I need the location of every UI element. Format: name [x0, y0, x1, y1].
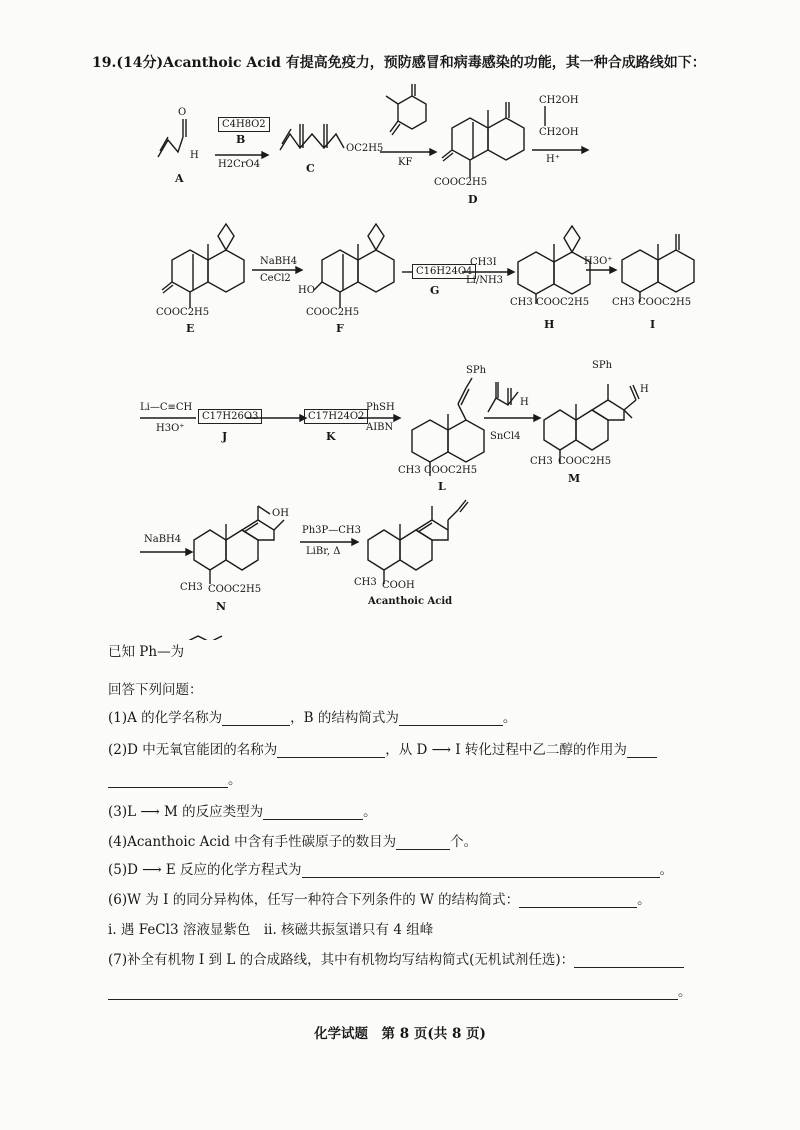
reagent-ylide: Ph3P—CH3 — [302, 525, 361, 536]
text-h-ester: COOC2H5 — [536, 297, 590, 308]
reagent-h-plus: H⁺ — [546, 154, 560, 165]
q7-end: 。 — [678, 984, 692, 1000]
q1-end: 。 — [502, 710, 517, 726]
label-d: D — [468, 193, 478, 206]
text-i-methyl: CH3 — [612, 297, 635, 308]
q4-end: 个。 — [450, 834, 478, 850]
label-e: E — [186, 322, 195, 335]
q4-text-a: (4)Acanthoic Acid 中含有手性碳原子的数目为 — [108, 834, 397, 850]
text-n-methyl: CH3 — [180, 582, 203, 593]
q2-end: 。 — [228, 772, 242, 788]
question-1 — [108, 706, 516, 726]
question-2 — [108, 738, 657, 758]
text-final-methyl: CH3 — [354, 577, 377, 588]
q3-blank[interactable] — [263, 819, 363, 820]
known-ph: 已知 Ph—为 — [108, 644, 185, 660]
reagent-j-formula-box: C17H26O3 — [198, 409, 262, 424]
label-m: M — [568, 472, 581, 485]
label-acanthoic-acid: Acanthoic Acid — [368, 596, 453, 607]
text-oc2h5: OC2H5 — [346, 143, 384, 154]
q2-blank-c[interactable] — [108, 787, 228, 788]
label-a: A — [175, 172, 184, 185]
text-n-oh: OH — [272, 508, 289, 519]
label-g: G — [430, 284, 440, 297]
text-ho: HO — [298, 285, 315, 296]
q1-text-a: (1)A 的化学名称为 — [108, 710, 223, 726]
reagent-nabh4-2: NaBH4 — [144, 534, 182, 545]
text-m-ester: COOC2H5 — [558, 456, 612, 467]
reagent-cecl2: CeCl2 — [260, 273, 291, 284]
q2-text-b: ，从 D ⟶ I 转化过程中乙二醇的作用为 — [385, 742, 627, 758]
acanthoic-acid-structure — [368, 500, 468, 584]
answer-prompt: 回答下列问题： — [108, 682, 203, 698]
question-7 — [108, 948, 684, 968]
reagent-nabh4: NaBH4 — [260, 256, 298, 267]
q1-blank-a[interactable] — [222, 725, 290, 726]
text-m-h: H — [640, 384, 649, 395]
text-f-ester: COOC2H5 — [306, 307, 360, 318]
q4-blank[interactable] — [396, 849, 450, 850]
text-l-ester: COOC2H5 — [424, 465, 478, 476]
reagent-phsh: PhSH — [366, 402, 395, 413]
text-d-ester: COOC2H5 — [434, 177, 488, 188]
reagent-b-formula-box: C4H8O2 — [218, 117, 270, 132]
q7-blank-a[interactable] — [574, 967, 684, 968]
q5-end: 。 — [659, 862, 674, 878]
reagent-g-formula-box: C16H24O4 — [412, 264, 476, 279]
q7-blank-b[interactable] — [108, 999, 678, 1000]
text-m-sph: SPh — [592, 360, 613, 371]
reagent-h3o-2: H3O⁺ — [156, 423, 185, 434]
question-6-conditions: i. 遇 FeCl3 溶液显紫色 ii. 核磁共振氢谱只有 4 组峰 — [108, 922, 434, 938]
label-i: I — [650, 318, 656, 331]
q6-end: 。 — [637, 892, 651, 908]
q5-text-a: (5)D ⟶ E 反应的化学方程式为 — [108, 862, 302, 878]
label-j: J — [222, 430, 228, 443]
text-e-ester: COOC2H5 — [156, 307, 210, 318]
compound-i-structure — [622, 234, 694, 302]
q1-text-b: ，B 的结构简式为 — [290, 710, 399, 726]
compound-n-structure — [194, 506, 284, 584]
compound-h-structure — [518, 226, 590, 304]
label-b: B — [236, 133, 246, 146]
label-f: F — [336, 322, 344, 335]
label-k: K — [326, 430, 336, 443]
text-h: H — [190, 150, 199, 161]
reagent-sncl4: SnCl4 — [490, 431, 521, 442]
benzene-ring-icon — [186, 636, 222, 640]
text-l-methyl: CH3 — [398, 465, 421, 476]
text-methacrolein-h: H — [520, 397, 529, 408]
reagent-h3o: H3O⁺ — [584, 256, 613, 267]
question-3 — [108, 800, 377, 820]
text-i-ester: COOC2H5 — [638, 297, 692, 308]
reagent-k-formula-box: C17H24O2 — [304, 409, 368, 424]
reagent-ethylene-glycol-top: CH2OH — [539, 95, 579, 106]
q6-blank[interactable] — [519, 907, 637, 908]
reagent-libr: LiBr, Δ — [306, 546, 341, 557]
reagent-h2cro4: H2CrO4 — [218, 159, 261, 170]
q2-blank-b[interactable] — [627, 757, 657, 758]
compound-d-structure — [442, 102, 524, 178]
text-final-cooh: COOH — [382, 580, 415, 591]
q6-text-a: (6)W 为 I 的同分异构体，任写一种符合下列条件的 W 的结构简式： — [108, 892, 520, 908]
reagent-aibn: AIBN — [366, 422, 394, 433]
label-l: L — [438, 480, 446, 493]
reagent-li-nh3: Li/NH3 — [466, 275, 504, 286]
label-c: C — [306, 162, 315, 175]
q2-text-a: (2)D 中无氧官能团的名称为 — [108, 742, 278, 758]
reagent-kf: KF — [398, 157, 413, 168]
question-4 — [108, 830, 477, 850]
question-7-cont — [108, 980, 692, 1000]
q2-blank-a[interactable] — [277, 757, 385, 758]
q3-text-a: (3)L ⟶ M 的反应类型为 — [108, 804, 264, 820]
text-m-methyl: CH3 — [530, 456, 553, 467]
compound-f-structure — [314, 224, 394, 308]
question-title: 19.(14分)Acanthoic Acid 有提高免疫力，预防感冒和病毒感染的功能，其一种合成路线如下： — [92, 55, 706, 71]
compound-l-structure — [412, 378, 484, 476]
reagent-li-acetylide: Li—C≡CH — [140, 402, 193, 413]
text-o: O — [178, 107, 187, 118]
label-h: H — [544, 318, 555, 331]
compound-e-structure — [162, 224, 244, 308]
compound-c-structure — [280, 134, 344, 150]
label-n: N — [216, 600, 227, 613]
reagent-ch3i: CH3I — [470, 257, 497, 268]
question-6 — [108, 888, 651, 908]
q5-blank[interactable] — [302, 877, 660, 878]
page-footer: 化学试题 第 8 页(共 8 页) — [314, 1026, 486, 1042]
question-5 — [108, 858, 673, 878]
q7-text-a: (7)补全有机物 I 到 L 的合成路线，其中有机物均写结构简式(无机试剂任选)： — [108, 952, 575, 968]
question-2-cont — [108, 768, 242, 788]
text-l-sph: SPh — [466, 365, 487, 376]
q1-blank-b[interactable] — [399, 725, 503, 726]
text-h-methyl: CH3 — [510, 297, 533, 308]
q3-end: 。 — [363, 804, 377, 820]
compound-m-structure — [544, 384, 639, 464]
reagent-ethylene-glycol-bottom: CH2OH — [539, 127, 579, 138]
text-n-ester: COOC2H5 — [208, 584, 262, 595]
